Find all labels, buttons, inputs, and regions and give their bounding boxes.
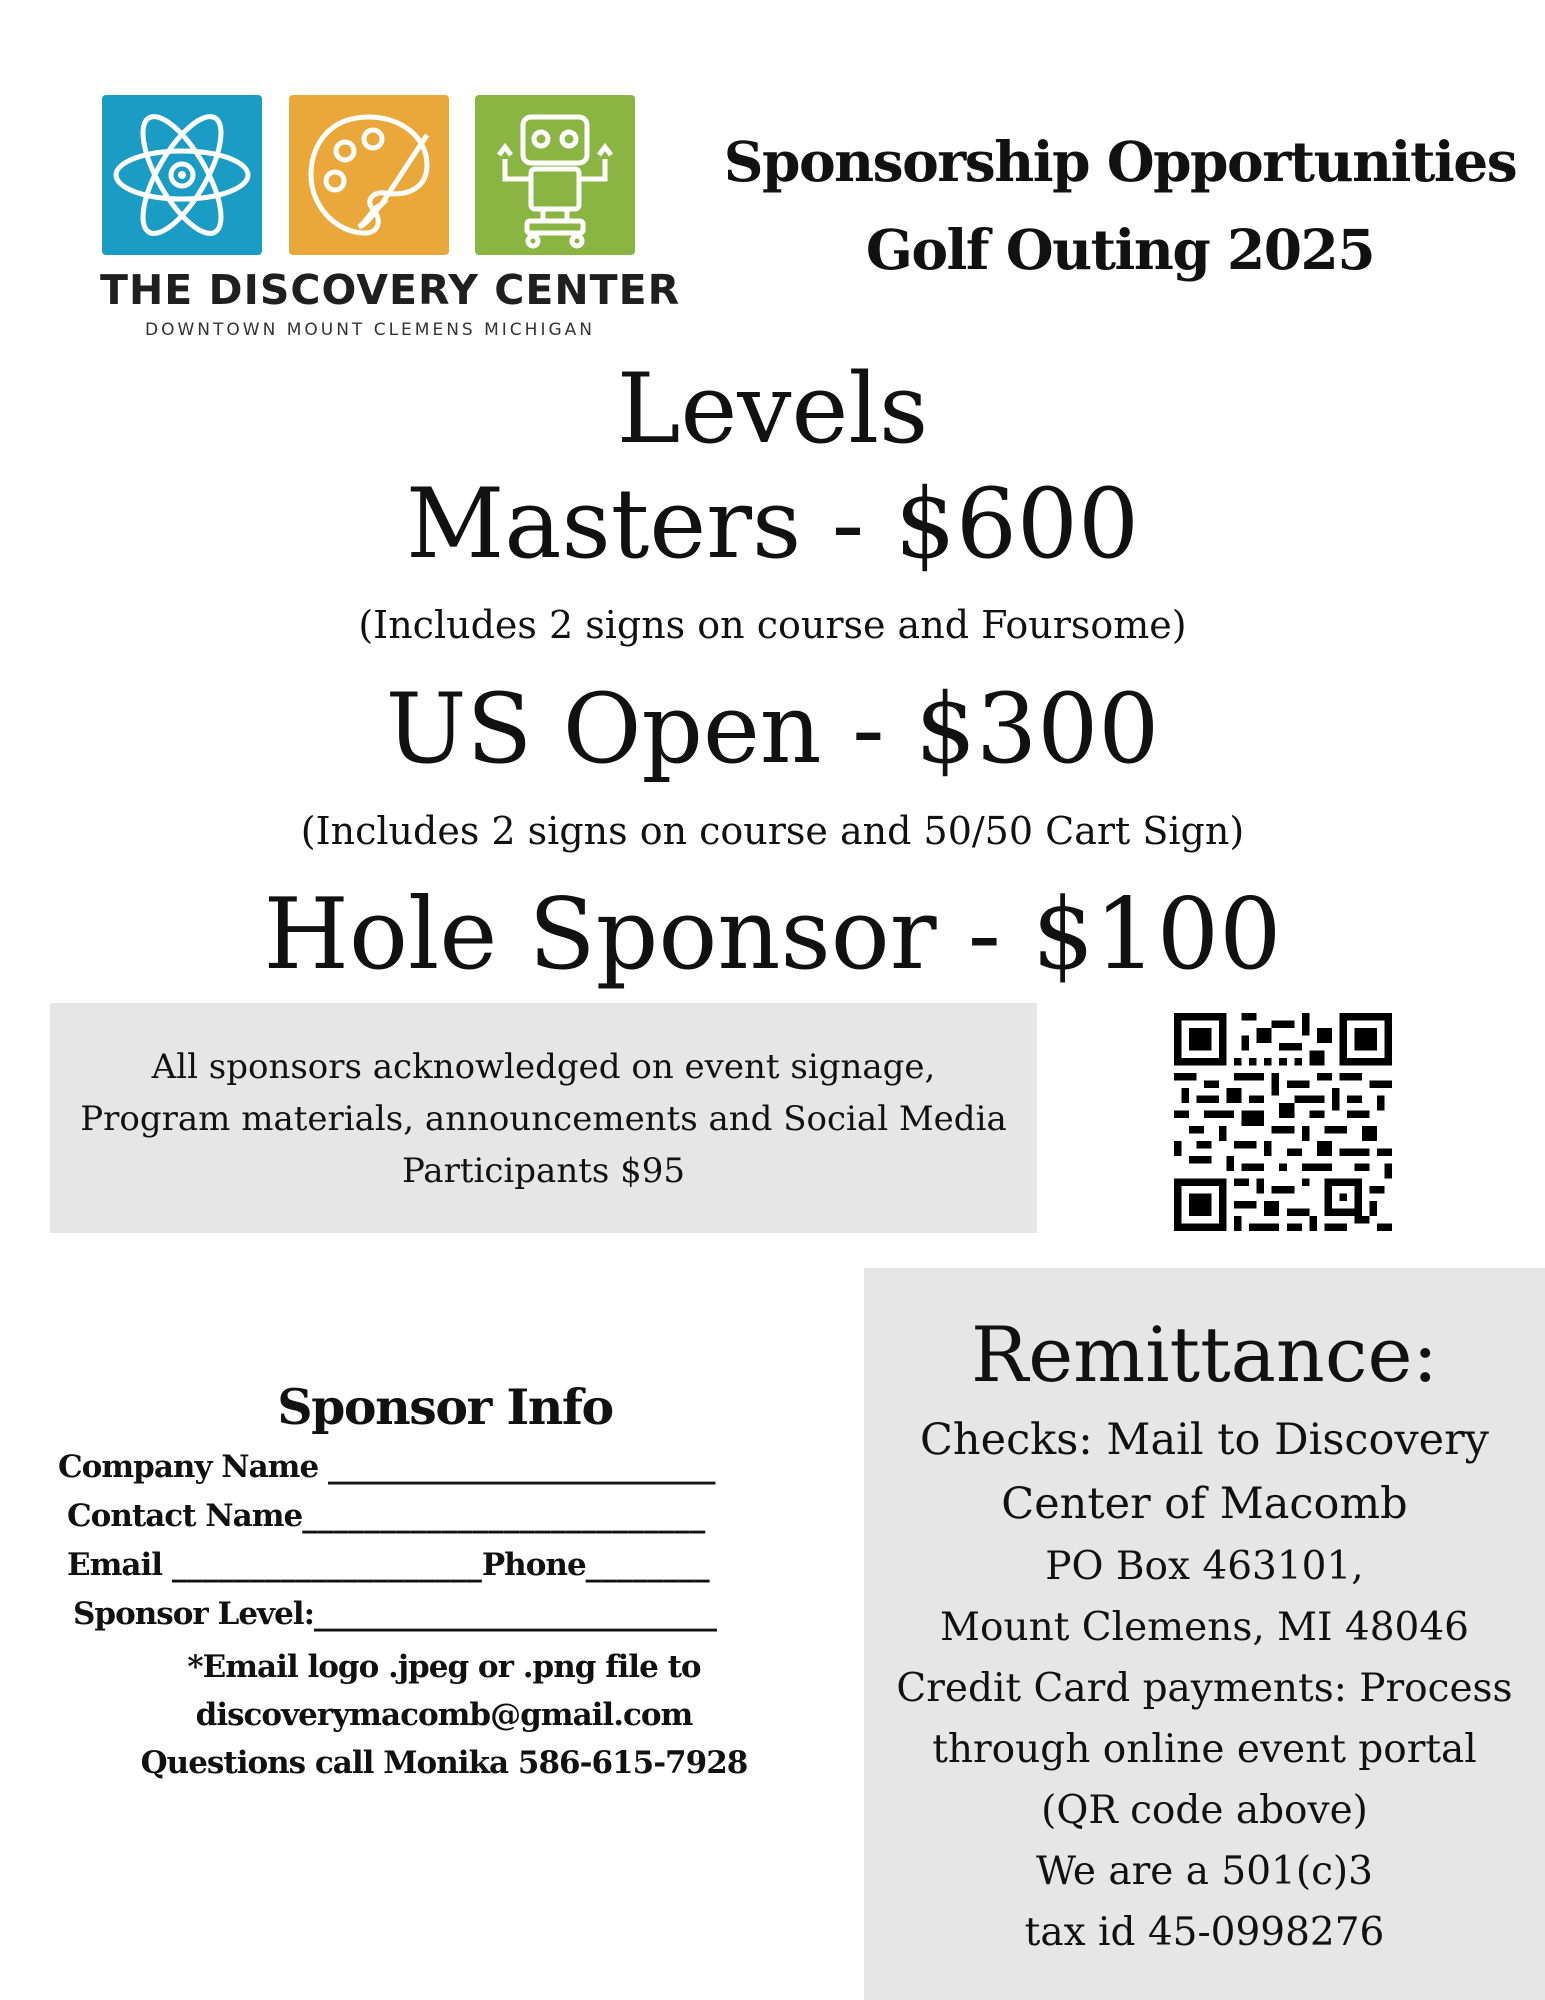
qr-code-icon[interactable] — [1174, 1013, 1392, 1231]
contact-name-field[interactable]: Contact Name__________________________ — [67, 1498, 706, 1534]
level-us-open-note: (Includes 2 signs on course and 50/50 Cart Sign) — [300, 809, 1245, 853]
credit-line-1: Credit Card payments: Process — [896, 1666, 1513, 1711]
ack-line-3: Participants $95 — [401, 1151, 686, 1191]
credit-line-2: through online event portal — [932, 1727, 1477, 1772]
nonprofit-status: We are a 501(c)3 — [1036, 1849, 1373, 1894]
address-line-1: PO Box 463101, — [1045, 1544, 1364, 1589]
logo-name: THE DISCOVERY CENTER — [100, 266, 681, 314]
level-masters-note: (Includes 2 signs on course and Foursome) — [358, 603, 1187, 647]
email-label: Email — [67, 1547, 163, 1583]
levels-heading: Levels — [616, 353, 929, 465]
checks-line-2: Center of Macomb — [1001, 1479, 1408, 1529]
logo-subtitle: DOWNTOWN MOUNT CLEMENS MICHIGAN — [145, 320, 595, 340]
ack-line-2: Program materials, announcements and Social Media — [80, 1099, 1007, 1139]
sponsor-level-field[interactable]: Sponsor Level:__________________________ — [73, 1596, 718, 1632]
contact-email-link[interactable]: discoverymacomb@gmail.com — [195, 1697, 693, 1733]
questions-contact: Questions call Monika 586-615-7928 — [140, 1745, 748, 1781]
level-masters: Masters - $600 — [405, 468, 1140, 580]
atom-icon — [102, 95, 262, 255]
title-line-2: Golf Outing 2025 — [865, 217, 1375, 282]
credit-line-3: (QR code above) — [1041, 1788, 1368, 1833]
level-hole-sponsor: Hole Sponsor - $100 — [263, 878, 1282, 992]
address-line-2: Mount Clemens, MI 48046 — [940, 1605, 1469, 1650]
phone-label: Phone — [481, 1547, 586, 1583]
title-line-1: Sponsorship Opportunities — [723, 129, 1517, 194]
company-name-field[interactable]: Company Name _________________________ — [58, 1449, 716, 1485]
email-phone-field[interactable]: Email ____________________Phone________ — [67, 1547, 710, 1583]
checks-line-1: Checks: Mail to Discovery — [920, 1415, 1489, 1465]
remittance-title: Remittance: — [970, 1310, 1439, 1399]
remittance-box — [864, 1268, 1545, 2000]
acknowledgement-box — [50, 1003, 1037, 1233]
robot-icon — [475, 95, 635, 255]
level-us-open: US Open - $300 — [385, 673, 1160, 785]
sponsor-info-title: Sponsor Info — [277, 1378, 613, 1436]
tax-id: tax id 45-0998276 — [1024, 1910, 1385, 1955]
sponsor-level-label: Sponsor Level: — [73, 1596, 315, 1632]
email-logo-note: *Email logo .jpeg or .png file to — [187, 1649, 701, 1685]
contact-name-label: Contact Name — [67, 1498, 303, 1534]
logo — [102, 95, 635, 255]
page-title — [700, 118, 1540, 294]
company-name-label: Company Name — [58, 1449, 319, 1485]
ack-line-1: All sponsors acknowledged on event signage, — [151, 1047, 936, 1087]
palette-icon — [289, 95, 449, 255]
